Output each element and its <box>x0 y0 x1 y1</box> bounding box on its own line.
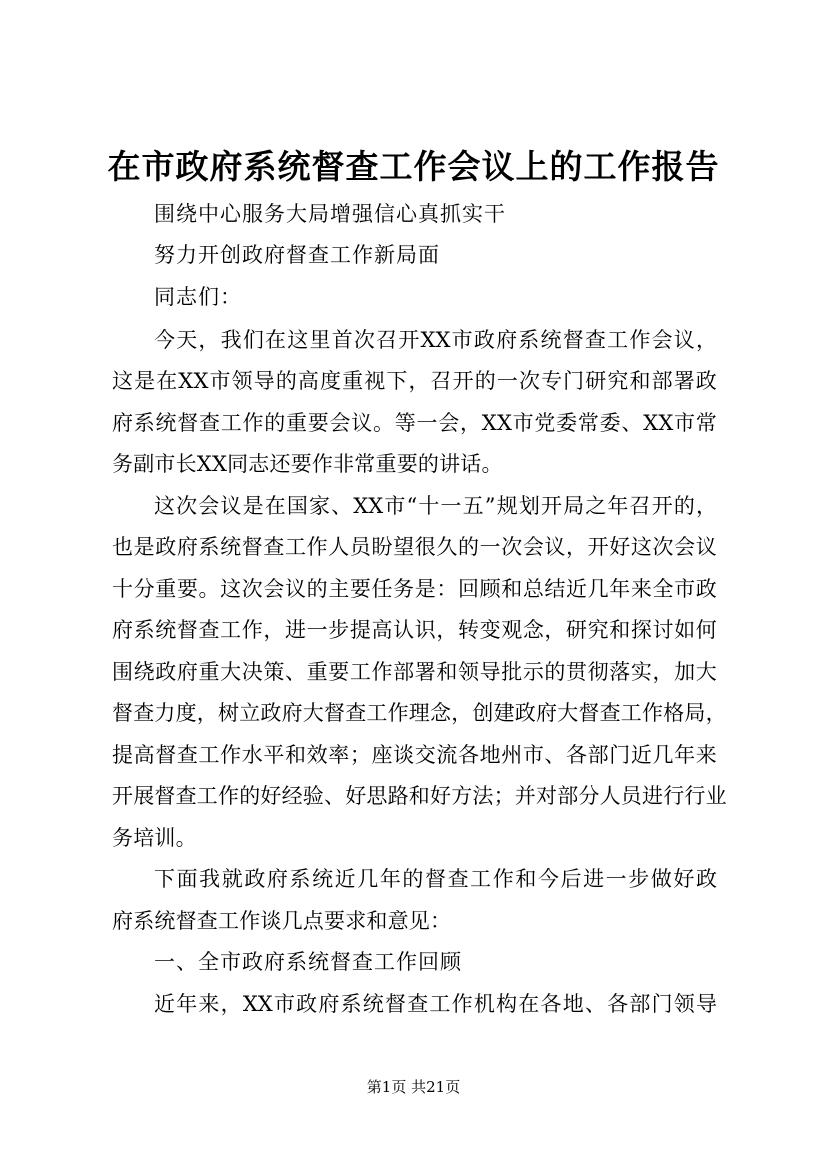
body-line: 务培训。 <box>112 826 197 850</box>
body-line: 府系统督查工作谈几点要求和意见： <box>112 909 452 933</box>
subtitle-line-2: 努力开创政府督查工作新局面 <box>154 243 440 267</box>
body-line: 近年来，XX市政府系统督查工作机构在各地、各部门领导 <box>154 992 717 1016</box>
document-title: 在市政府系统督查工作会议上的工作报告 <box>107 147 720 186</box>
subtitle-line-1: 围绕中心服务大局增强信心真抓实干 <box>154 202 506 226</box>
body-line: 开展督查工作的好经验、好思路和好方法；并对部分人员进行行业 <box>112 784 727 808</box>
body-line: 这是在XX市领导的高度重视下，召开的一次专门研究和部署政 <box>112 369 717 393</box>
body-line: 围绕政府重大决策、重要工作部署和领导批示的贯彻落实，加大 <box>112 660 717 684</box>
body-line: 也是政府系统督查工作人员盼望很久的一次会议，开好这次会议 <box>112 535 717 559</box>
body-line: 督查力度，树立政府大督查工作理念，创建政府大督查工作格局， <box>112 701 727 725</box>
body-line: 提高督查工作水平和效率；座谈交流各地州市、各部门近几年来 <box>112 743 717 767</box>
page-footer: 第1页 共21页 <box>366 1078 461 1096</box>
body-line: 府系统督查工作，进一步提高认识，转变观念，研究和探讨如何 <box>112 618 717 642</box>
body-line: 府系统督查工作的重要会议。等一会，XX市党委常委、XX市常 <box>112 411 717 435</box>
body-line: 这次会议是在国家、XX市“十一五”规划开局之年召开的， <box>154 494 717 518</box>
salutation: 同志们： <box>154 285 242 309</box>
body-line: 今天，我们在这里首次召开XX市政府系统督查工作会议， <box>154 328 717 352</box>
section-heading: 一、全市政府系统督查工作回顾 <box>154 950 462 974</box>
body-line: 十分重要。这次会议的主要任务是：回顾和总结近几年来全市政 <box>112 577 717 601</box>
body-line: 务副市长XX同志还要作非常重要的讲话。 <box>112 452 503 476</box>
body-line: 下面我就政府系统近几年的督查工作和今后进一步做好政 <box>154 867 717 891</box>
